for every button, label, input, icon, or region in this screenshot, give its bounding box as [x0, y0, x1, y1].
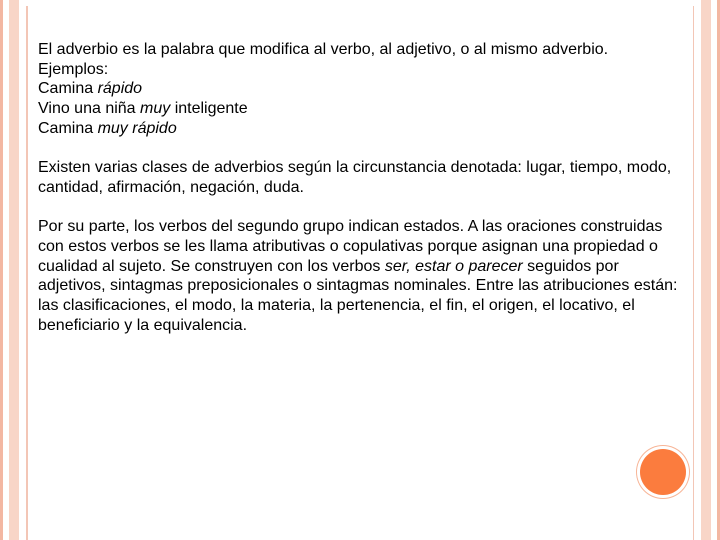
left-border-rule [26, 6, 28, 540]
adverb-classes-paragraph: Existen varias clases de adverbios según la circunstancia denotada: lugar, tiempo, modo, cantidad, afirmación, negación, duda. [38, 159, 672, 196]
right-border-rule [693, 6, 695, 540]
paragraph-gap [38, 198, 688, 218]
example-2-text-end: inteligente [170, 100, 248, 118]
example-1-adverb: rápido [97, 80, 143, 98]
slide-body [38, 40, 688, 336]
verbs-paragraph-part-1: Por su parte, los verbos del segundo grupo indican estados. A las oraciones construidas con estos verbos se les llama atributivas o copulativas porque asignan una propiedad o cualidad al sujeto. Se construyen con los verbos [38, 218, 663, 275]
example-2-adverb: muy [140, 100, 171, 118]
left-border-band [9, 0, 19, 540]
verbs-paragraph-italic: ser, estar o parecer [384, 257, 523, 275]
example-3-adverb: muy rápido [97, 119, 177, 137]
example-line-2 [38, 99, 688, 119]
verbs-paragraph [38, 217, 688, 335]
verbs-paragraph-part-2: seguidos por adjetivos, sintagmas preposicionales o sintagmas nominales. Entre las atribuciones están: las clasificaciones, el modo, la materia, la pertenencia, el fin, el origen, el locativo, el beneficiario y la equivalencia. [38, 257, 678, 334]
adverb-definition: El adverbio es la palabra que modifica al verbo, al adjetivo, o al mismo adverbio. [38, 41, 609, 58]
right-border-band [701, 0, 711, 540]
example-1-text: Camina [38, 80, 98, 98]
example-line-1 [38, 79, 688, 99]
decorative-orange-circle [640, 449, 686, 495]
example-line-3 [38, 119, 688, 139]
paragraph-gap [38, 139, 688, 159]
example-2-text-start: Vino una niña [38, 100, 141, 118]
examples-label: Ejemplos: [38, 60, 109, 78]
left-border-stripe [0, 0, 3, 540]
example-3-text: Camina [38, 119, 98, 137]
